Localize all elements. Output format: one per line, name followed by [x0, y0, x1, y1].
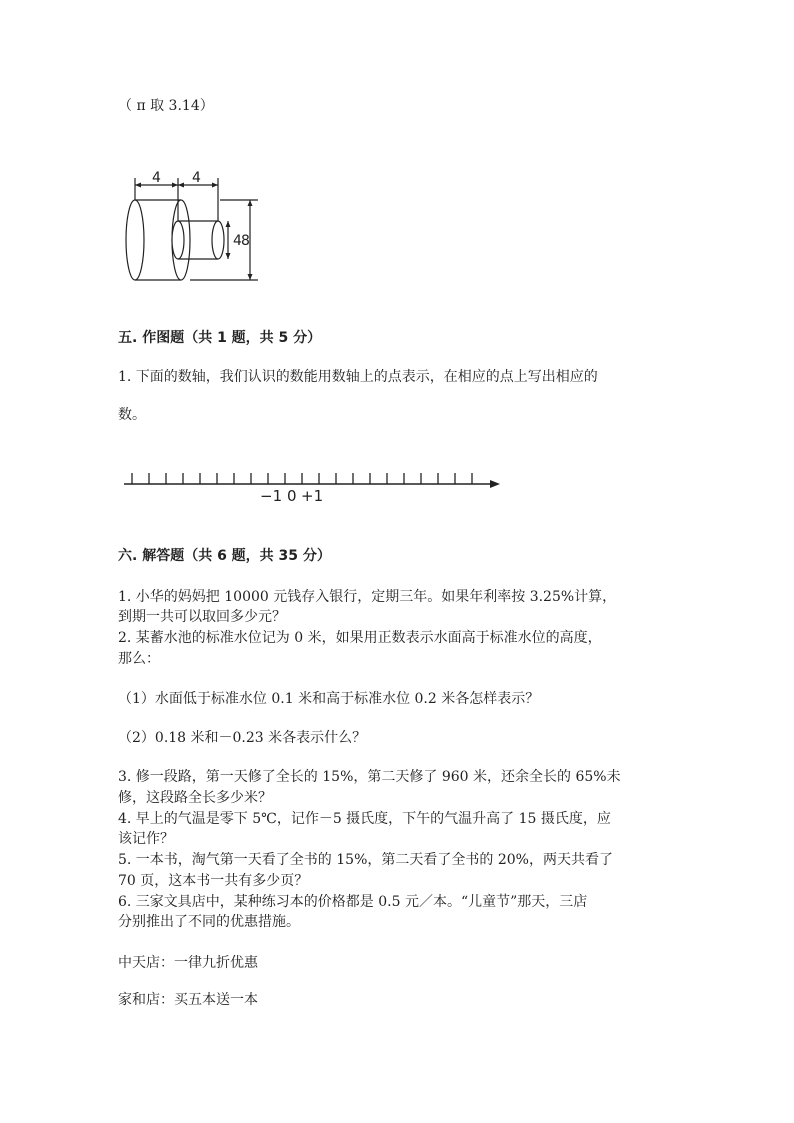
number-line-label-minus-one: −1	[260, 487, 283, 505]
q6-line1: 6. 三家文具店中，某种练习本的价格都是 0.5 元／本。“儿童节”那天，三店	[118, 894, 588, 910]
q4-line1: 4. 早上的气温是零下 5℃，记作－5 摄氏度，下午的气温升高了 15 摄氏度，应	[118, 811, 611, 827]
section5-q1-line1: 1. 下面的数轴，我们认识的数能用数轴上的点表示，在相应的点上写出相应的	[118, 369, 598, 385]
q3-line1: 3. 修一段路，第一天修了全长的 15%，第二天修了 960 米，还余全长的 65%未	[118, 769, 621, 785]
number-line-label-plus-one: +1	[301, 487, 324, 505]
store-zhongtian: 中天店：一律九折优惠	[118, 955, 258, 971]
q1-line1: 1. 小华的妈妈把 10000 元钱存入银行，定期三年。如果年利率按 3.25%计算，	[118, 589, 617, 605]
pi-note: （ π 取 3.14）	[118, 98, 214, 114]
dim-label-inner-height: 4	[233, 233, 242, 249]
number-line-arrow	[490, 480, 500, 488]
outer-cylinder-left-face	[126, 200, 144, 280]
q2-line1: 2. 某蓄水池的标准水位记为 0 米，如果用正数表示水面高于标准水位的高度，	[118, 630, 602, 646]
inner-cylinder-left-face	[172, 221, 184, 259]
section5-heading: 五. 作图题（共 1 题，共 5 分）	[118, 330, 322, 346]
q5-line2: 70 页，这本书一共有多少页？	[118, 873, 309, 889]
number-line-label-zero: 0	[287, 487, 297, 505]
cylinder-figure	[118, 168, 278, 293]
store-jiahe: 家和店：买五本送一本	[118, 992, 258, 1008]
dim-label-outer-height: 8	[241, 233, 250, 249]
q2-sub1: （1）水面低于标准水位 0.1 米和高于标准水位 0.2 米各怎样表示？	[118, 691, 540, 707]
q2-line2: 那么：	[118, 651, 160, 667]
q2-sub2: （2）0.18 米和－0.23 米各表示什么？	[118, 730, 367, 746]
number-line	[120, 466, 510, 506]
inner-cylinder-right-face	[212, 221, 224, 259]
q6-line2: 分别推出了不同的优惠措施。	[118, 914, 300, 930]
section5-q1-line2: 数。	[118, 407, 146, 423]
q4-line2: 该记作？	[118, 831, 174, 847]
q5-line1: 5. 一本书，淘气第一天看了全书的 15%，第二天看了全书的 20%，两天共看了	[118, 852, 613, 868]
dim-label-left-width: 4	[152, 170, 161, 186]
q3-line2: 修，这段路全长多少米？	[118, 790, 272, 806]
dim-label-right-width: 4	[192, 170, 201, 186]
section6-heading: 六. 解答题（共 6 题，共 35 分）	[118, 548, 331, 564]
q1-line2: 到期一共可以取回多少元？	[118, 609, 286, 625]
